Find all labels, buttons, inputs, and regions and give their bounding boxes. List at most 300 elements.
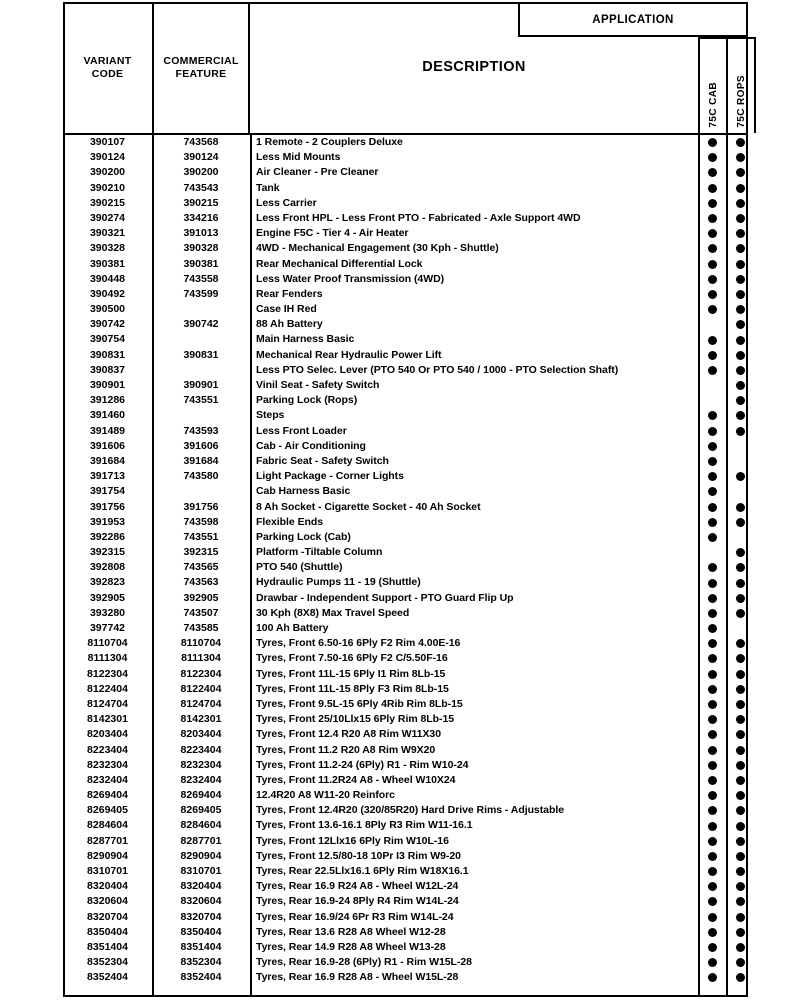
table-row [63,606,748,621]
dot-icon [708,275,717,284]
cell-application-75c-cab [698,408,726,423]
cell-application-75c-rops [726,910,754,925]
dot-icon [736,214,745,223]
cell-application-75c-cab [698,758,726,773]
cell-commercial-feature [152,484,250,499]
table-row [63,849,748,864]
table-row [63,818,748,833]
dot-icon [708,761,717,770]
cell-description: Main Harness Basic [256,333,355,346]
cell-description: 1 Remote - 2 Couplers Deluxe [256,136,403,148]
dot-icon [736,806,745,815]
cell-commercial-feature: 8287701 [180,834,222,847]
cell-commercial-feature: 743585 [183,622,219,634]
cell-variant-code: 392823 [89,576,126,589]
cell-variant-code: 391489 [89,424,126,437]
column-header-variant-code-line1: VARIANT [83,55,132,68]
dot-icon [708,852,717,861]
cell-application-75c-cab [698,545,726,560]
cell-commercial-feature: 8203404 [180,728,222,741]
dot-icon [708,715,717,724]
cell-variant-code: 390837 [89,363,126,376]
cell-application-75c-rops [726,667,754,682]
cell-commercial-feature: 8269404 [180,789,222,802]
cell-description: Vinil Seat - Safety Switch [256,379,380,391]
cell-description: Tyres, Front 9.5L-15 6Ply 4Rib Rim 8Lb-15 [256,697,463,710]
cell-description: Light Package - Corner Lights [256,470,404,483]
dot-icon [736,913,745,922]
dot-icon [708,229,717,238]
cell-variant-code: 391953 [89,515,126,528]
cell-commercial-feature: 8351404 [180,940,222,953]
cell-application-75c-cab [698,955,726,970]
cell-commercial-feature [152,302,250,317]
cell-application-75c-cab [698,743,726,758]
cell-application-75c-cab [698,864,726,879]
dot-icon [736,260,745,269]
dot-icon [708,533,717,542]
table-row [63,575,748,590]
cell-application-75c-rops [726,150,754,165]
cell-application-75c-rops [726,196,754,211]
cell-commercial-feature: 8269405 [180,804,222,817]
cell-variant-code: 8290904 [87,849,128,862]
cell-commercial-feature: 743551 [183,530,219,543]
cell-description: Tyres, Front 12Llx16 6Ply Rim W10L-16 [256,834,449,847]
dot-icon [708,958,717,967]
cell-application-75c-rops [726,803,754,818]
cell-description: Less Water Proof Transmission (4WD) [256,272,445,285]
cell-commercial-feature: 8110704 [180,637,222,650]
cell-description: 12.4R20 A8 W11-20 Reinforc [256,789,395,802]
dot-icon [736,411,745,420]
cell-description: Parking Lock (Cab) [256,530,351,543]
cell-application-75c-cab [698,332,726,347]
cell-description: Tyres, Rear 16.9-24 8Ply R4 Rim W14L-24 [256,895,459,908]
cell-application-75c-cab [698,651,726,666]
cell-application-75c-rops [726,408,754,423]
dot-icon [736,837,745,846]
dot-icon [708,244,717,253]
cell-description: Tyres, Front 11.2 R20 A8 Rim W9X20 [256,743,436,756]
cell-description: Tyres, Rear 16.9-28 (6Ply) R1 - Rim W15L-28 [256,956,472,969]
column-header-75c-rops-label: 75C ROPS [735,75,747,128]
cell-application-75c-rops [726,849,754,864]
cell-commercial-feature: 392315 [183,546,219,559]
cell-application-75c-cab [698,682,726,697]
cell-application-75c-rops [726,287,754,302]
cell-description: Tyres, Rear 13.6 R28 A8 Wheel W12-28 [256,925,446,938]
table-row [63,408,748,423]
cell-application-75c-rops [726,651,754,666]
dot-icon [708,746,717,755]
cell-application-75c-cab [698,560,726,575]
cell-application-75c-rops [726,378,754,393]
cell-application-75c-cab [698,181,726,196]
cell-application-75c-rops [726,575,754,590]
dot-icon [736,244,745,253]
dot-icon [736,882,745,891]
cell-description: Less Front Loader [256,424,347,437]
table-row [63,803,748,818]
cell-commercial-feature: 8122404 [180,682,222,695]
table-row [63,560,748,575]
table-row [63,682,748,697]
dot-icon [708,882,717,891]
cell-commercial-feature: 390901 [183,379,219,391]
cell-commercial-feature: 743568 [183,136,219,148]
dot-icon [708,290,717,299]
table-row [63,955,748,970]
dot-icon [736,639,745,648]
cell-application-75c-cab [698,393,726,408]
cell-variant-code: 390492 [89,287,126,300]
cell-description: Flexible Ends [256,515,324,528]
dot-icon [708,654,717,663]
cell-application-75c-rops [726,363,754,378]
cell-commercial-feature: 743563 [183,576,219,589]
cell-description: Case IH Red [256,303,317,316]
cell-variant-code: 8203404 [87,728,128,741]
cell-commercial-feature: 392905 [183,591,219,604]
cell-application-75c-rops [726,834,754,849]
dot-icon [736,290,745,299]
cell-application-75c-rops [726,317,754,332]
dot-icon [708,411,717,420]
table-row [63,636,748,651]
table-row [63,454,748,469]
cell-variant-code: 8350404 [87,925,128,938]
table-row [63,257,748,272]
cell-variant-code: 8352304 [87,956,128,969]
cell-variant-code: 392286 [89,530,126,543]
cell-variant-code: 397742 [89,622,126,634]
cell-commercial-feature: 8124704 [180,697,222,710]
table-row [63,910,748,925]
cell-commercial-feature: 8122304 [180,667,222,680]
cell-application-75c-cab [698,697,726,712]
dot-icon [736,275,745,284]
cell-variant-code: 8320404 [87,880,128,893]
cell-variant-code: 392905 [89,591,126,604]
dot-icon [708,670,717,679]
cell-commercial-feature: 8320404 [180,880,222,893]
cell-application-75c-cab [698,484,726,499]
cell-description: 100 Ah Battery [256,622,329,634]
dot-icon [708,897,717,906]
dot-icon [736,229,745,238]
table-row [63,970,748,985]
cell-commercial-feature [152,332,250,347]
dot-icon [736,184,745,193]
cell-application-75c-cab [698,636,726,651]
dot-icon [736,685,745,694]
cell-description: 30 Kph (8X8) Max Travel Speed [256,606,410,619]
table-row [63,667,748,682]
cell-variant-code: 8223404 [87,743,128,756]
table-row [63,287,748,302]
dot-icon [708,305,717,314]
cell-commercial-feature: 390215 [183,196,219,209]
dot-icon [736,776,745,785]
table-row [63,424,748,439]
cell-application-75c-rops [726,697,754,712]
table-row [63,879,748,894]
cell-variant-code: 390321 [89,227,126,240]
cell-application-75c-cab [698,454,726,469]
cell-application-75c-cab [698,530,726,545]
cell-application-75c-rops [726,165,754,180]
cell-variant-code: 8232304 [87,758,128,771]
cell-application-75c-rops [726,211,754,226]
cell-description: Less PTO Selec. Lever (PTO 540 Or PTO 540 / 1000 - PTO Selection Shaft) [256,363,619,376]
dot-icon [736,609,745,618]
cell-variant-code: 8110704 [87,637,128,650]
cell-application-75c-cab [698,363,726,378]
cell-commercial-feature: 743599 [183,287,219,300]
cell-commercial-feature: 391684 [183,454,219,467]
cell-variant-code: 390381 [89,257,126,270]
dot-icon [708,791,717,800]
cell-application-75c-rops [726,332,754,347]
cell-commercial-feature: 8290904 [180,849,222,862]
cell-commercial-feature: 743558 [183,272,219,285]
cell-variant-code: 8320704 [87,910,128,923]
table-row [63,332,748,347]
cell-commercial-feature: 391606 [183,439,219,452]
dot-icon [736,761,745,770]
cell-application-75c-cab [698,165,726,180]
cell-application-75c-rops [726,758,754,773]
cell-variant-code: 8352404 [87,971,128,984]
cell-commercial-feature: 743543 [183,181,219,194]
cell-description: Cab Harness Basic [256,485,351,498]
cell-description: Tyres, Rear 14.9 R28 A8 Wheel W13-28 [256,940,446,953]
cell-application-75c-cab [698,469,726,484]
dot-icon [708,624,717,633]
cell-variant-code: 391286 [89,394,126,407]
cell-variant-code: 391754 [89,485,126,498]
cell-application-75c-cab [698,575,726,590]
cell-application-75c-cab [698,348,726,363]
table-row [63,894,748,909]
cell-commercial-feature: 8284604 [180,819,222,832]
cell-application-75c-cab [698,135,726,150]
dot-icon [708,336,717,345]
cell-application-75c-cab [698,378,726,393]
cell-variant-code: 8122304 [87,667,128,680]
cell-variant-code: 391460 [89,409,126,422]
dot-icon [736,396,745,405]
cell-application-75c-cab [698,150,726,165]
dot-icon [736,153,745,162]
cell-application-75c-cab [698,940,726,955]
cell-application-75c-cab [698,257,726,272]
cell-commercial-feature [152,363,250,378]
column-header-commercial-feature-line1: COMMERCIAL [163,55,239,68]
cell-variant-code: 391713 [89,470,126,483]
cell-application-75c-cab [698,226,726,241]
cell-application-75c-rops [726,241,754,256]
cell-description: Fabric Seat - Safety Switch [256,454,389,467]
cell-application-75c-rops [726,788,754,803]
cell-variant-code: 8351404 [87,940,128,953]
cell-commercial-feature: 390742 [183,318,219,331]
dot-icon [736,503,745,512]
cell-commercial-feature: 8352304 [180,956,222,969]
cell-application-75c-cab [698,515,726,530]
cell-variant-code: 8142301 [87,713,128,726]
table-row [63,135,748,150]
cell-application-75c-rops [726,515,754,530]
table-row [63,181,748,196]
dot-icon [736,730,745,739]
dot-icon [736,579,745,588]
dot-icon [708,730,717,739]
cell-description: Tyres, Rear 16.9/24 6Pr R3 Rim W14L-24 [256,910,454,923]
cell-application-75c-rops [726,970,754,985]
cell-description: 4WD - Mechanical Engagement (30 Kph - Shuttle) [256,242,499,255]
cell-application-75c-rops [726,606,754,621]
cell-description: Steps [256,409,285,422]
cell-application-75c-rops [726,773,754,788]
table-row [63,727,748,742]
cell-variant-code: 8124704 [87,697,128,710]
table-row [63,439,748,454]
cell-commercial-feature: 743551 [183,394,219,407]
cell-application-75c-cab [698,970,726,985]
dot-icon [708,487,717,496]
cell-application-75c-rops [726,682,754,697]
cell-application-75c-rops [726,621,754,636]
dot-icon [708,700,717,709]
cell-commercial-feature: 390200 [183,166,219,179]
dot-icon [708,168,717,177]
cell-description: PTO 540 (Shuttle) [256,561,343,574]
cell-variant-code: 390754 [89,333,126,346]
table-row [63,150,748,165]
dot-icon [736,518,745,527]
dot-icon [736,199,745,208]
cell-application-75c-cab [698,773,726,788]
cell-description: Platform -Tiltable Column [256,546,383,559]
cell-application-75c-rops [726,469,754,484]
cell-variant-code: 390274 [89,211,126,224]
table-row [63,196,748,211]
cell-commercial-feature: 390831 [183,348,219,361]
cell-description: Less Mid Mounts [256,151,341,164]
dot-icon [736,366,745,375]
cell-variant-code: 8122404 [87,682,128,695]
dot-icon [736,351,745,360]
dot-icon [708,199,717,208]
dot-icon [736,928,745,937]
table-row [63,272,748,287]
cell-description: Tyres, Front 12.5/80-18 10Pr I3 Rim W9-20 [256,849,461,862]
table-row [63,712,748,727]
cell-commercial-feature: 8232304 [180,758,222,771]
cell-description: Less Front HPL - Less Front PTO - Fabricated - Axle Support 4WD [256,211,581,224]
cell-variant-code: 390831 [89,348,126,361]
cell-commercial-feature: 743580 [183,470,219,483]
cell-description: Rear Fenders [256,287,323,300]
cell-application-75c-cab [698,500,726,515]
table-row [63,743,748,758]
cell-application-75c-cab [698,803,726,818]
cell-variant-code: 391606 [89,439,126,452]
dot-icon [708,837,717,846]
cell-application-75c-rops [726,560,754,575]
cell-variant-code: 390448 [89,272,126,285]
dot-icon [708,184,717,193]
cell-application-75c-rops [726,530,754,545]
cell-variant-code: 392808 [89,561,126,574]
cell-application-75c-cab [698,241,726,256]
cell-variant-code: 391756 [89,500,126,513]
cell-description: Tyres, Front 7.50-16 6Ply F2 C/5.50F-16 [256,652,448,665]
dot-icon [736,427,745,436]
cell-variant-code: 8284604 [87,819,128,832]
cell-description: Tyres, Front 12.4R20 (320/85R20) Hard Drive Rims - Adjustable [256,804,564,817]
cell-description: 8 Ah Socket - Cigarette Socket - 40 Ah Socket [256,500,481,513]
cell-description: Tyres, Front 11.2-24 (6Ply) R1 - Rim W10-24 [256,758,469,771]
dot-icon [736,943,745,952]
cell-application-75c-rops [726,135,754,150]
cell-commercial-feature: 391013 [183,227,219,240]
cell-variant-code: 390328 [89,242,126,255]
table-row [63,651,748,666]
dot-icon [708,214,717,223]
table-row [63,758,748,773]
table-header-row [63,2,748,133]
dot-icon [708,594,717,603]
cell-application-75c-rops [726,545,754,560]
dot-icon [736,822,745,831]
cell-application-75c-cab [698,591,726,606]
cell-commercial-feature: 8352404 [180,971,222,984]
cell-commercial-feature: 8320604 [180,895,222,908]
cell-application-75c-rops [726,879,754,894]
dot-icon [736,897,745,906]
dot-icon [708,503,717,512]
dot-icon [708,806,717,815]
cell-variant-code: 8287701 [87,834,128,847]
dot-icon [736,791,745,800]
dot-icon [708,776,717,785]
cell-commercial-feature: 390381 [183,257,219,270]
cell-description: Cab - Air Conditioning [256,439,366,452]
table-body [63,133,748,995]
cell-commercial-feature: 8232404 [180,773,222,786]
cell-application-75c-rops [726,454,754,469]
cell-commercial-feature: 743507 [183,606,219,619]
cell-description: Tyres, Front 11.2R24 A8 - Wheel W10X24 [256,773,456,786]
cell-description: Rear Mechanical Differential Lock [256,257,423,270]
table-row [63,940,748,955]
column-header-variant-code-line2: CODE [91,67,124,80]
dot-icon [708,366,717,375]
cell-application-75c-rops [726,439,754,454]
cell-commercial-feature: 743565 [183,561,219,574]
dot-icon [708,442,717,451]
table-row [63,925,748,940]
dot-icon [708,457,717,466]
cell-application-75c-rops [726,272,754,287]
column-header-description-label: DESCRIPTION [422,59,526,76]
cell-application-75c-cab [698,211,726,226]
cell-application-75c-cab [698,439,726,454]
dot-icon [736,320,745,329]
